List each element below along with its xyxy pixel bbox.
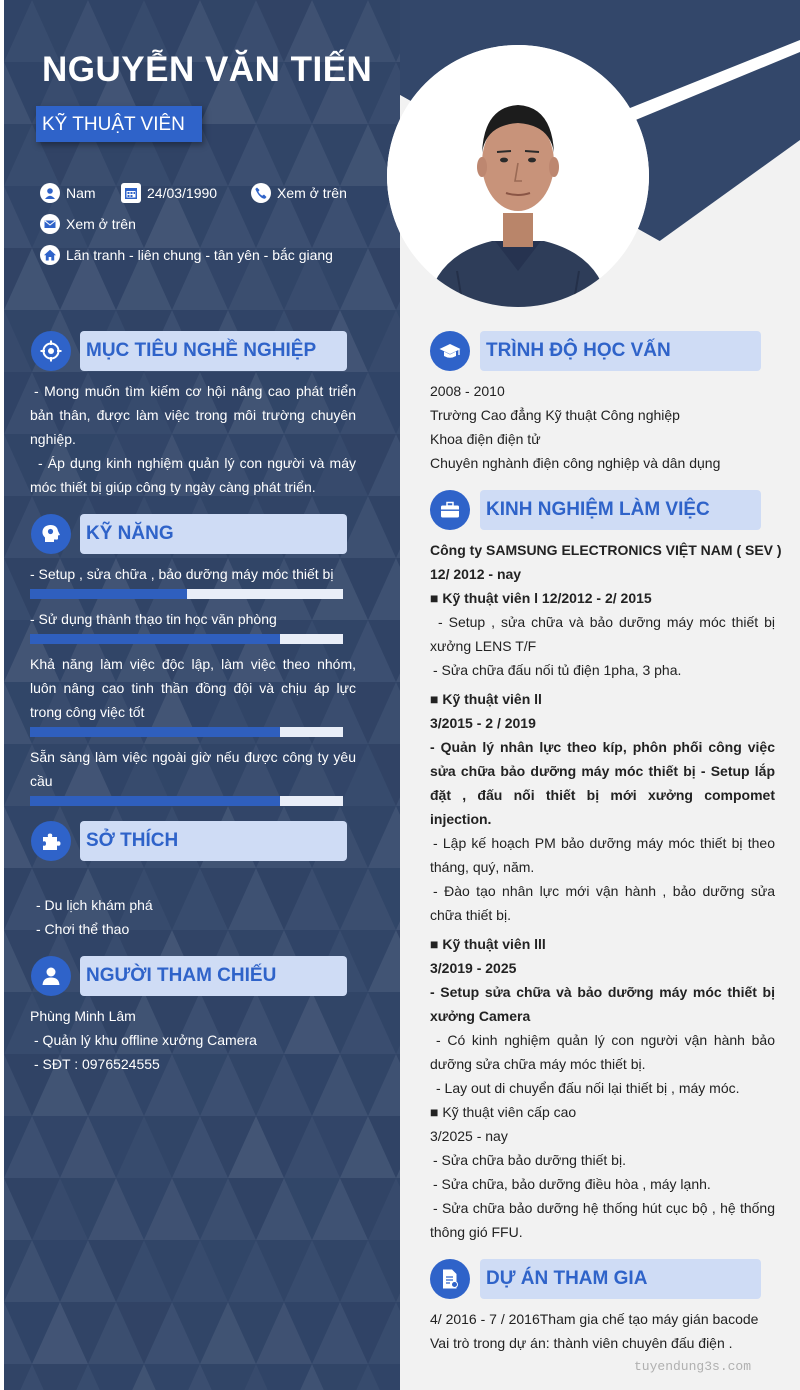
hobby-item: - Du lịch khám phá (36, 897, 153, 913)
skill-1-text: - Setup , sửa chữa , bảo dưỡng máy móc thiết bị (30, 566, 334, 582)
phone-text: Xem ở trên (277, 185, 347, 201)
birthday-text: 24/03/1990 (147, 185, 218, 201)
projects-section (430, 1307, 758, 1355)
references-heading: NGƯỜI THAM CHIẾU (86, 965, 277, 986)
email-info (40, 214, 136, 234)
skill-3-bar (30, 727, 343, 737)
skill-1-fill (30, 589, 187, 599)
user-icon (40, 183, 60, 203)
person-icon (31, 956, 71, 996)
skill-3-text: Khả năng làm việc độc lập, làm việc theo nhóm, luôn nâng cao tinh thần đồng đội và chịu áp lực trong công việc tốt (30, 656, 356, 720)
role-2-title: ■ Kỹ thuật viên ll (430, 691, 542, 707)
document-icon (430, 1259, 470, 1299)
reference-line: - SĐT : 0976524555 (34, 1056, 160, 1072)
education-heading: TRÌNH ĐỘ HỌC VẤN (486, 340, 671, 361)
education-school: Trường Cao đẳng Kỹ thuật Công nghiệp (430, 407, 680, 423)
watermark: tuyendung3s.com (634, 1359, 752, 1374)
role-3-desc: - Có kinh nghiệm quản lý con người vận hành bảo dưỡng sửa chữa máy móc thiết bị. (430, 1032, 775, 1072)
skill-2-bar (30, 634, 343, 644)
skill-2-fill (30, 634, 280, 644)
projects-heading: DỰ ÁN THAM GIA (486, 1268, 648, 1289)
role-1-desc: - Sửa chữa đấu nối tủ điện 1pha, 3 pha. (433, 662, 682, 678)
hobbies-heading: SỞ THÍCH (86, 830, 179, 851)
job-title: KỸ THUẬT VIÊN (42, 114, 185, 135)
role-3-desc: - Lay out di chuyển đấu nối lại thiết bị , máy móc. (436, 1080, 740, 1096)
puzzle-icon (31, 821, 71, 861)
experience-section (430, 538, 782, 1244)
target-icon (31, 331, 71, 371)
skills-heading: KỸ NĂNG (86, 523, 174, 544)
experience-company: Công ty SAMSUNG ELECTRONICS VIỆT NAM ( SEV ) (430, 542, 782, 558)
email-text: Xem ở trên (66, 216, 136, 232)
education-period: 2008 - 2010 (430, 383, 505, 399)
role-1-desc: - Setup , sửa chữa và bảo dưỡng máy móc thiết bị xưởng LENS T/F (430, 614, 775, 654)
skill-4-fill (30, 796, 280, 806)
projects-heading-bar (480, 1259, 761, 1299)
objective-section (30, 379, 356, 499)
role-3-title: ■ Kỹ thuật viên lll (430, 936, 546, 952)
skill-1-bar (30, 589, 343, 599)
references-heading-bar (80, 956, 347, 996)
profile-photo (387, 45, 649, 307)
role-1-title: ■ Kỹ thuật viên l 12/2012 - 2/ 2015 (430, 590, 652, 606)
role-4-period: 3/2025 - nay (430, 1128, 508, 1144)
role-4-desc: - Sửa chữa, bảo dưỡng điều hòa , máy lạnh. (433, 1176, 711, 1192)
references-section (30, 1004, 257, 1076)
role-4-desc: - Sửa chữa bảo dưỡng hệ thống hút cục bộ , hệ thống thông gió FFU. (430, 1200, 775, 1240)
role-3-period: 3/2019 - 2025 (430, 960, 517, 976)
address-info (40, 245, 333, 265)
education-heading-bar (480, 331, 761, 371)
experience-company-period: 12/ 2012 - nay (430, 566, 522, 582)
education-major: Chuyên nghành điện công nghiệp và dân dụng (430, 455, 721, 471)
project-line: 4/ 2016 - 7 / 2016Tham gia chế tạo máy gián bacode (430, 1311, 759, 1327)
objective-paragraph-1: - Mong muốn tìm kiếm cơ hội nâng cao phát triển bản thân, được làm việc trong môi trường chuyên nghiệp. (30, 383, 356, 447)
job-title-badge (36, 106, 202, 142)
home-icon (40, 245, 60, 265)
role-2-highlight: - Quản lý nhân lực theo kíp, phôn phối công việc sửa chữa bảo dưỡng máy móc thiết bị - Setup lắp đặt , đấu nối thiết bị mới xưởng compomet injection. (430, 739, 775, 827)
role-4-title: ■ Kỹ thuật viên cấp cao (430, 1104, 577, 1120)
skill-4-bar (30, 796, 343, 806)
briefcase-icon (430, 490, 470, 530)
experience-heading: KINH NGHIỆM LÀM VIỆC (486, 499, 710, 520)
role-2-desc: - Đào tạo nhân lực mới vận hành , bảo dưỡng sửa chữa thiết bị. (430, 883, 775, 923)
cv-page (4, 0, 800, 1390)
hobbies-list (36, 893, 153, 941)
gender-info (40, 183, 96, 203)
birthday-info (121, 183, 217, 203)
hobbies-heading-bar (80, 821, 347, 861)
gender-text: Nam (66, 185, 96, 201)
role-4-desc: - Sửa chữa bảo dưỡng thiết bị. (433, 1152, 626, 1168)
role-2-desc: - Lập kế hoạch PM bảo dưỡng máy móc thiết bị theo tháng, quý, năm. (430, 835, 775, 875)
skill-4-text: Sẵn sàng làm việc ngoài giờ nếu được công ty yêu cầu (30, 749, 356, 789)
objective-heading-bar (80, 331, 347, 371)
skill-2-text: - Sử dụng thành thạo tin học văn phòng (30, 611, 277, 627)
objective-paragraph-2: - Áp dụng kinh nghiệm quản lý con người và máy móc thiết bị giúp công ty ngày càng phát triển. (30, 455, 356, 495)
reference-name: Phùng Minh Lâm (30, 1008, 136, 1024)
skill-3-fill (30, 727, 280, 737)
role-3-highlight: - Setup sửa chữa và bảo dưỡng máy móc thiết bị xưởng Camera (430, 984, 775, 1024)
address-text: Lãn tranh - liên chung - tân yên - bắc giang (66, 247, 333, 263)
phone-icon (251, 183, 271, 203)
brain-head-icon (31, 514, 71, 554)
reference-line: - Quản lý khu offline xưởng Camera (34, 1032, 257, 1048)
candidate-name: NGUYỄN VĂN TIẾN (42, 50, 373, 89)
hobby-item: - Chơi thể thao (36, 921, 130, 937)
objective-heading: MỤC TIÊU NGHỀ NGHIỆP (86, 340, 317, 361)
education-faculty: Khoa điện điện tử (430, 431, 541, 447)
phone-info (251, 183, 347, 203)
project-line: Vai trò trong dự án: thành viên chuyên đấu điện . (430, 1335, 733, 1351)
graduation-cap-icon (430, 331, 470, 371)
calendar-icon (121, 183, 141, 203)
mail-icon (40, 214, 60, 234)
experience-heading-bar (480, 490, 761, 530)
skills-heading-bar (80, 514, 347, 554)
education-section (430, 379, 720, 475)
role-2-period: 3/2015 - 2 / 2019 (430, 715, 536, 731)
